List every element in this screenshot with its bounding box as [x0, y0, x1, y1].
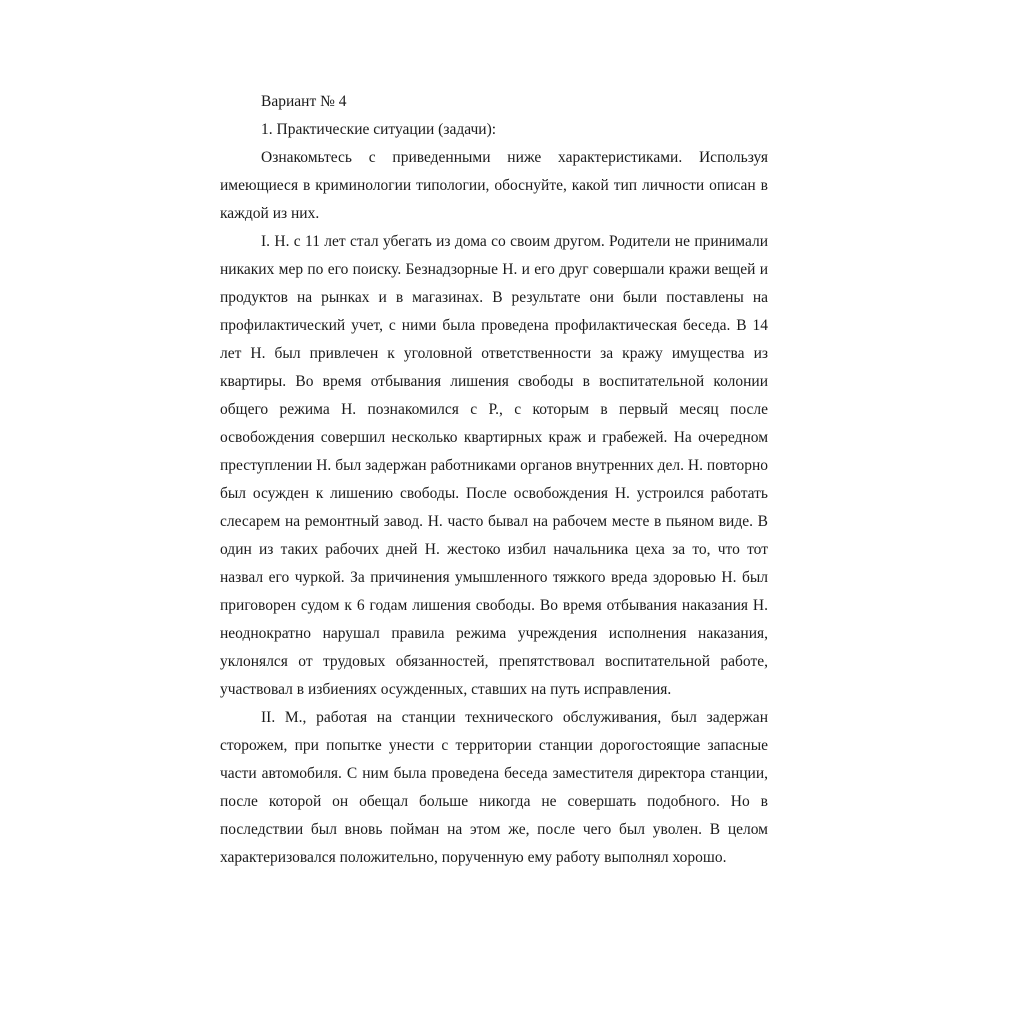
document-page: [220, 88, 768, 872]
task-intro-paragraph: Ознакомьтесь с приведенными ниже характеристиками. Используя имеющиеся в криминологии типологии, обоснуйте, какой тип личности описан в каждой из них.: [220, 149, 768, 222]
variant-title: Вариант № 4: [261, 93, 347, 110]
section-title: 1. Практические ситуации (задачи):: [261, 121, 497, 138]
case-2-paragraph: II. М., работая на станции технического обслуживания, был задержан сторожем, при попытке унести с территории станции дорогостоящие запасные части автомобиля. С ним была проведена беседа заместителя директора станции, после которой он обещал больше никогда не совершать подобного. Но в последствии был вновь пойман на этом же, после чего был уволен. В целом характеризовался положительно, порученную ему работу выполнял хорошо.: [220, 709, 768, 866]
case-1-paragraph: I. Н. с 11 лет стал убегать из дома со своим другом. Родители не принимали никаких мер по его поиску. Безнадзорные Н. и его друг совершали кражи вещей и продуктов на рынках и в магазинах. В результате они были поставлены на профилактический учет, с ними была проведена профилактическая беседа. В 14 лет Н. был привлечен к уголовной ответственности за кражу имущества из квартиры. Во время отбывания лишения свободы в воспитательной колонии общего режима Н. познакомился с Р., с которым в первый месяц после освобождения совершил несколько квартирных краж и грабежей. На очередном преступлении Н. был задержан работниками органов внутренних дел. Н. повторно был осужден к лишению свободы. После освобождения Н. устроился работать слесарем на ремонтный завод. Н. часто бывал на рабочем месте в пьяном виде. В один из таких рабочих дней Н. жестоко избил начальника цеха за то, что тот назвал его чуркой. За причинения умышленного тяжкого вреда здоровью Н. был приговорен судом к 6 годам лишения свободы. Во время отбывания наказания Н. неоднократно нарушал правила режима учреждения исполнения наказания, уклонялся от трудовых обязанностей, препятствовал воспитательной работе, участвовал в избиениях осужденных, ставших на путь исправления.: [220, 233, 768, 698]
